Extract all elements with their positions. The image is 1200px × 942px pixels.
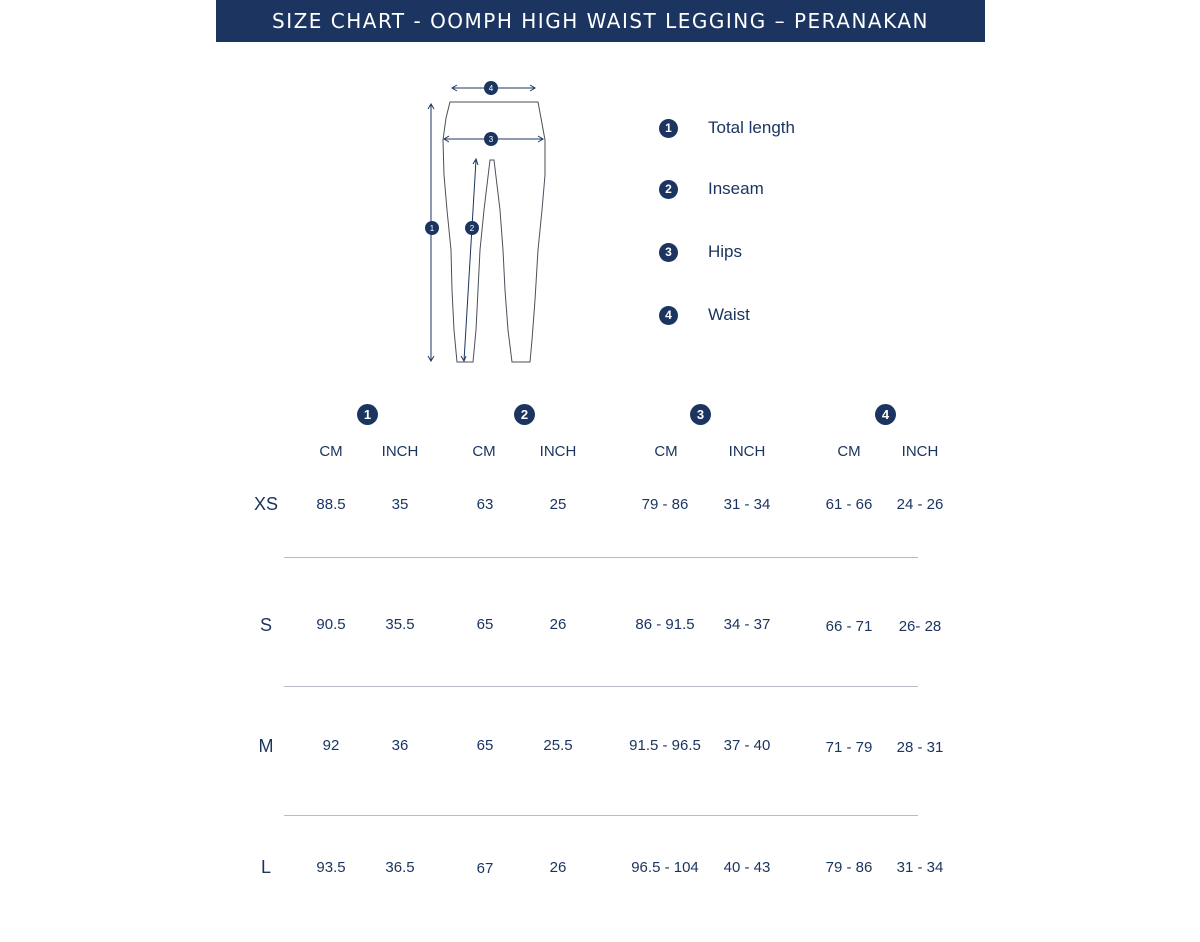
legend-item-hips [659,242,742,262]
table-cell: 26 [549,616,567,633]
table-cell: 26- 28 [898,618,942,635]
table-cell: 71 - 79 [825,739,873,756]
table-cell: 90.5 [316,616,346,633]
table-cell: 31 - 34 [896,859,944,876]
column-group-badge-1: 1 [357,404,378,425]
table-cell: 61 - 66 [825,496,873,513]
table-cell: 96.5 - 104 [631,859,699,876]
legend-label: Total length [708,118,795,137]
table-cell: 86 - 91.5 [635,616,695,633]
legend-label: Waist [708,305,750,324]
unit-header: INCH [381,443,419,460]
table-cell: 92 [322,737,340,754]
svg-text:3: 3 [488,135,494,144]
column-group-badge-4: 4 [875,404,896,425]
unit-header: CM [319,443,343,460]
unit-header: CM [654,443,678,460]
legend-item-waist [659,305,750,325]
legend-item-total-length [659,118,795,138]
size-label: M [258,736,274,756]
legging-diagram [415,72,565,372]
marker-4 [484,81,498,95]
table-cell: 34 - 37 [723,616,771,633]
table-cell: 65 [476,737,494,754]
table-cell: 88.5 [316,496,346,513]
table-cell: 91.5 - 96.5 [629,737,701,754]
unit-header: CM [837,443,861,460]
table-cell: 66 - 71 [825,618,873,635]
table-cell: 67 [476,860,494,877]
size-label: S [259,615,272,635]
number-badge: 2 [659,180,678,199]
size-label: XS [253,494,278,514]
table-cell: 79 - 86 [641,496,689,513]
number-badge: 3 [659,243,678,262]
legend-label: Inseam [708,179,764,198]
table-cell: 40 - 43 [723,859,771,876]
legend-label: Hips [708,242,743,261]
table-cell: 63 [476,496,494,513]
unit-header: INCH [901,443,939,460]
unit-header: CM [472,443,496,460]
table-cell: 25 [549,496,567,513]
table-cell: 25.5 [543,737,573,754]
page-title: SIZE CHART - OOMPH HIGH WAIST LEGGING – PERANAKAN [216,0,985,42]
table-cell: 35.5 [385,616,415,633]
table-cell: 36.5 [385,859,415,876]
size-label: L [260,857,271,877]
table-cell: 36 [391,737,409,754]
column-group-badge-3: 3 [690,404,711,425]
table-cell: 24 - 26 [896,496,944,513]
table-cell: 65 [476,616,494,633]
svg-text:2: 2 [469,224,475,233]
unit-header: INCH [728,443,766,460]
table-cell: 79 - 86 [825,859,873,876]
unit-header: INCH [539,443,577,460]
number-badge: 1 [659,119,678,138]
marker-2 [465,221,479,235]
legend-item-inseam [659,179,764,199]
table-cell: 37 - 40 [723,737,771,754]
table-cell: 26 [549,859,567,876]
number-badge: 4 [659,306,678,325]
row-divider [284,815,918,816]
column-group-badge-2: 2 [514,404,535,425]
svg-text:1: 1 [429,224,435,233]
table-cell: 93.5 [316,859,346,876]
table-cell: 35 [391,496,409,513]
marker-1 [425,221,439,235]
row-divider [284,557,918,558]
svg-text:4: 4 [488,84,494,93]
marker-3 [484,132,498,146]
table-cell: 28 - 31 [896,739,944,756]
table-cell: 31 - 34 [723,496,771,513]
row-divider [284,686,918,687]
